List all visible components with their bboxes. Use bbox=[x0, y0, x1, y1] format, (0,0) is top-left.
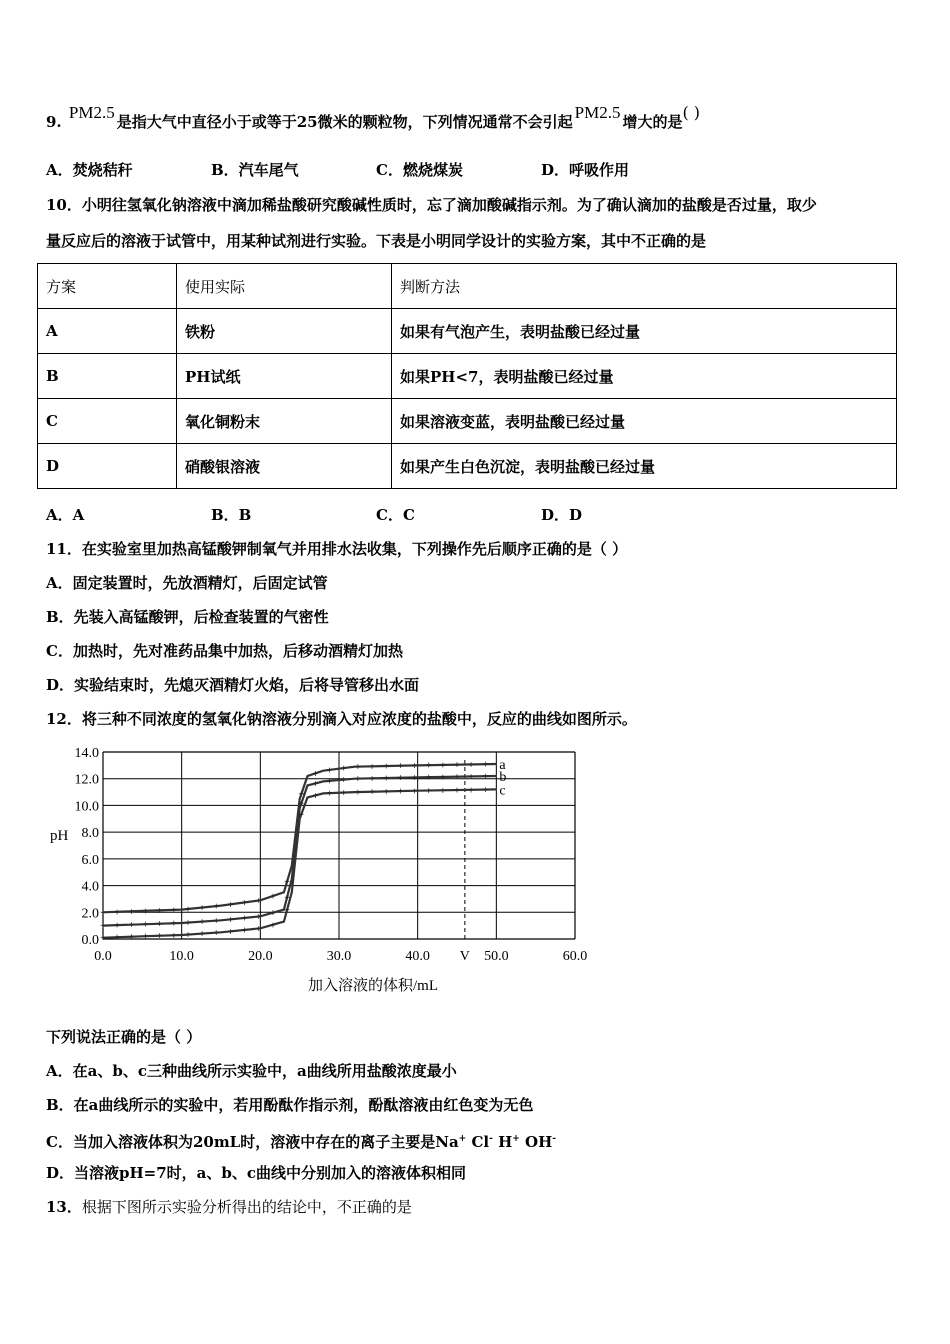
series-marker-c: + bbox=[100, 933, 106, 945]
table-row bbox=[38, 354, 897, 399]
series-marker-b: + bbox=[128, 920, 135, 932]
series-marker-c: + bbox=[439, 785, 446, 797]
ion-charge: + bbox=[512, 1134, 520, 1144]
series-marker-b: + bbox=[383, 773, 390, 785]
series-marker-a: + bbox=[199, 903, 205, 915]
series-marker-c: + bbox=[397, 786, 404, 798]
series-marker-c: + bbox=[255, 923, 262, 935]
series-marker-a: + bbox=[425, 760, 432, 772]
series-marker-c: + bbox=[114, 932, 121, 944]
series-marker-a: + bbox=[156, 905, 163, 917]
table-cell: C bbox=[38, 399, 177, 444]
series-marker-a: + bbox=[142, 906, 149, 918]
y-tick-label: 8.0 bbox=[81, 826, 99, 842]
series-marker-c: + bbox=[284, 905, 290, 917]
series-marker-b: + bbox=[298, 799, 305, 811]
x-tick-label: 30.0 bbox=[326, 949, 352, 964]
q11-stem: 11．在实验室里加热高锰酸钾制氧气并用排水法收集，下列操作先后顺序正确的是（ ） bbox=[46, 540, 628, 558]
x-tick-label: 50.0 bbox=[484, 949, 509, 964]
series-marker-b: + bbox=[213, 916, 220, 928]
series-marker-c: + bbox=[369, 787, 375, 799]
series-marker-c: + bbox=[142, 931, 149, 943]
q12-option-c[interactable] bbox=[46, 1129, 556, 1152]
series-marker-a: + bbox=[482, 759, 489, 771]
series-marker-b: + bbox=[156, 919, 163, 931]
q9-option-c[interactable]: C．燃烧煤炭 bbox=[376, 161, 463, 179]
series-label-b: b bbox=[499, 770, 507, 786]
series-marker-b: + bbox=[284, 892, 290, 904]
series-marker-a: + bbox=[284, 877, 290, 889]
series-marker-c: + bbox=[227, 926, 234, 938]
series-marker-a: + bbox=[255, 895, 262, 907]
table-cell: 铁粉 bbox=[177, 309, 392, 354]
series-marker-b: + bbox=[227, 914, 234, 926]
x-tick-label: 0.0 bbox=[94, 949, 112, 964]
q11-option-d[interactable]: D．实验结束时，先熄灭酒精灯火焰，后将导管移出水面 bbox=[46, 676, 420, 694]
series-marker-a: + bbox=[439, 760, 446, 772]
series-marker-c: + bbox=[425, 786, 432, 798]
series-marker-b: + bbox=[100, 921, 106, 933]
series-marker-a: + bbox=[468, 759, 475, 771]
series-marker-c: + bbox=[326, 788, 333, 800]
x-tick-label: V bbox=[459, 949, 470, 964]
table-cell: 如果产生白色沉淀，表明盐酸已经过量 bbox=[392, 444, 897, 489]
q10-option-b[interactable]: B．B bbox=[211, 506, 252, 524]
y-tick-label: 0.0 bbox=[81, 933, 99, 948]
table-row bbox=[38, 309, 897, 354]
series-marker-a: + bbox=[128, 906, 135, 918]
series-marker-c: + bbox=[482, 785, 489, 797]
series-marker-a: + bbox=[326, 765, 333, 777]
y-tick-label: 10.0 bbox=[74, 799, 99, 815]
series-marker-c: + bbox=[213, 928, 220, 940]
table-cell: 如果溶液变蓝，表明盐酸已经过量 bbox=[392, 399, 897, 444]
y-axis-label: pH bbox=[50, 828, 69, 844]
table-cell: 如果PH<7，表明盐酸已经过量 bbox=[392, 354, 897, 399]
series-marker-c: + bbox=[170, 930, 177, 942]
table-cell: PH试纸 bbox=[177, 354, 392, 399]
series-marker-b: + bbox=[340, 775, 347, 787]
series-label-a: a bbox=[499, 758, 506, 774]
q10-option-d[interactable]: D．D bbox=[541, 506, 583, 524]
q9-pm-term-1: PM2.5 bbox=[68, 103, 115, 122]
chart-series bbox=[100, 758, 506, 944]
q11-option-b[interactable]: B．先装入高锰酸钾，后检查装置的气密性 bbox=[46, 608, 329, 626]
q10-stem-line-2: 量反应后的溶液于试管中，用某种试剂进行实验。下表是小明同学设计的实验方案，其中不正确的是 bbox=[46, 232, 707, 250]
q12-stem: 12．将三种不同浓度的氢氧化钠溶液分别滴入对应浓度的盐酸中，反应的曲线如图所示。 bbox=[46, 710, 637, 728]
series-marker-c: + bbox=[312, 790, 319, 802]
series-marker-c: + bbox=[270, 920, 276, 932]
table-header-cell: 使用实际 bbox=[177, 264, 392, 309]
series-marker-b: + bbox=[114, 920, 121, 932]
y-tick-label: 2.0 bbox=[81, 906, 99, 922]
q13-text: 根据下图所示实验分析得出的结论中，不正确的是 bbox=[81, 1198, 412, 1216]
series-marker-b: + bbox=[397, 773, 404, 785]
series-marker-c: + bbox=[454, 785, 460, 797]
q9-answer-paren: ( ) bbox=[682, 103, 701, 122]
series-marker-a: + bbox=[369, 761, 375, 773]
series-marker-a: + bbox=[454, 760, 460, 772]
table-cell: D bbox=[38, 444, 177, 489]
ion-hydrogen: H bbox=[498, 1133, 513, 1151]
series-marker-c: + bbox=[340, 788, 347, 800]
series-marker-b: + bbox=[185, 918, 191, 930]
q13-stem bbox=[46, 1197, 412, 1217]
table-row bbox=[38, 399, 897, 444]
ion-chloride: Cl bbox=[471, 1133, 490, 1151]
q11-option-c[interactable]: C．加热时，先对准药品集中加热，后移动酒精灯加热 bbox=[46, 642, 403, 660]
q12-option-a[interactable]: A．在a、b、c三种曲线所示实验中，a曲线所用盐酸浓度最小 bbox=[46, 1062, 457, 1080]
series-label-c: c bbox=[499, 783, 506, 799]
q9-text-2: 增大的是 bbox=[622, 113, 683, 131]
table-row bbox=[38, 444, 897, 489]
q12-option-c-text: C．当加入溶液体积为20mL时，溶液中存在的离子主要是Na bbox=[46, 1133, 459, 1151]
ion-hydroxide: OH bbox=[525, 1133, 553, 1151]
series-marker-c: + bbox=[241, 925, 248, 937]
y-tick-label: 6.0 bbox=[81, 852, 99, 868]
x-tick-label: 20.0 bbox=[248, 949, 273, 964]
series-marker-b: + bbox=[482, 771, 489, 783]
table-header-row bbox=[38, 264, 897, 309]
series-marker-b: + bbox=[241, 913, 248, 925]
x-tick-label: 40.0 bbox=[405, 949, 430, 964]
q12-option-d[interactable]: D．当溶液pH=7时，a、b、c曲线中分别加入的溶液体积相同 bbox=[46, 1164, 467, 1182]
q11-option-a[interactable]: A．固定装置时，先放酒精灯，后固定试管 bbox=[46, 574, 328, 592]
q9-stem bbox=[46, 103, 701, 132]
series-marker-a: + bbox=[270, 891, 276, 903]
series-marker-b: + bbox=[170, 918, 177, 930]
series-marker-c: + bbox=[185, 930, 191, 942]
q10-scheme-table bbox=[37, 263, 897, 489]
series-marker-a: + bbox=[227, 899, 234, 911]
table-cell: 氧化铜粉末 bbox=[177, 399, 392, 444]
series-marker-a: + bbox=[312, 768, 319, 780]
series-marker-b: + bbox=[255, 911, 262, 923]
table-cell: 硝酸银溶液 bbox=[177, 444, 392, 489]
series-marker-c: + bbox=[156, 931, 163, 943]
table-cell: B bbox=[38, 354, 177, 399]
series-marker-a: + bbox=[185, 904, 191, 916]
ion-charge: - bbox=[552, 1134, 557, 1144]
series-marker-a: + bbox=[397, 761, 404, 773]
table-header-cell: 判断方法 bbox=[392, 264, 897, 309]
series-marker-a: + bbox=[411, 760, 418, 772]
y-tick-label: 12.0 bbox=[74, 772, 99, 788]
series-marker-c: + bbox=[468, 785, 475, 797]
series-marker-b: + bbox=[326, 776, 333, 788]
ion-charge: - bbox=[489, 1134, 493, 1144]
series-marker-a: + bbox=[100, 907, 106, 919]
x-tick-label: 60.0 bbox=[562, 949, 588, 964]
q9-pm-term-2: PM2.5 bbox=[574, 103, 621, 122]
x-axis-label: 加入溶液的体积/mL bbox=[308, 978, 438, 994]
series-marker-c: + bbox=[383, 786, 390, 798]
q9-text-1: 是指大气中直径小于或等于25微米的颗粒物，下列情况通常不会引起 bbox=[116, 113, 573, 131]
series-marker-a: + bbox=[114, 907, 121, 919]
series-marker-b: + bbox=[312, 778, 319, 790]
series-marker-a: + bbox=[355, 762, 361, 774]
y-tick-label: 4.0 bbox=[81, 879, 99, 895]
q9-option-a[interactable]: A．焚烧秸秆 bbox=[46, 161, 133, 179]
y-tick-label: 14.0 bbox=[74, 746, 99, 761]
q9-number: 9. bbox=[46, 113, 62, 131]
q9-option-b[interactable]: B．汽车尾气 bbox=[211, 161, 299, 179]
series-marker-c: + bbox=[298, 810, 305, 822]
x-tick-label: 10.0 bbox=[169, 949, 194, 964]
series-marker-b: + bbox=[468, 771, 475, 783]
table-header-cell: 方案 bbox=[38, 264, 177, 309]
q12-option-b[interactable]: B．在a曲线所示的实验中，若用酚酞作指示剂，酚酞溶液由红色变为无色 bbox=[46, 1096, 534, 1114]
q10-option-c[interactable]: C．C bbox=[376, 506, 415, 524]
series-marker-b: + bbox=[425, 772, 432, 784]
series-line-a bbox=[103, 761, 496, 915]
series-marker-a: + bbox=[340, 763, 347, 775]
series-marker-c: + bbox=[199, 929, 205, 941]
series-marker-a: + bbox=[298, 789, 305, 801]
q10-stem-line-1: 10．小明往氢氧化钠溶液中滴加稀盐酸研究酸碱性质时，忘了滴加酸碱指示剂。为了确认滴加的盐酸是否过量，取少 bbox=[46, 196, 817, 214]
series-marker-b: + bbox=[439, 772, 446, 784]
series-marker-a: + bbox=[383, 761, 390, 773]
q9-option-d[interactable]: D．呼吸作用 bbox=[541, 161, 630, 179]
q12-sub-stem: 下列说法正确的是（ ） bbox=[46, 1028, 202, 1046]
series-marker-b: + bbox=[355, 774, 361, 786]
ion-charge: + bbox=[458, 1134, 467, 1144]
table-cell: A bbox=[38, 309, 177, 354]
series-marker-c: + bbox=[411, 786, 418, 798]
table-cell: 如果有气泡产生，表明盐酸已经过量 bbox=[392, 309, 897, 354]
ph-titration-chart bbox=[40, 736, 610, 996]
series-marker-a: + bbox=[241, 897, 248, 909]
series-marker-b: + bbox=[411, 772, 418, 784]
series-marker-b: + bbox=[454, 772, 460, 784]
series-marker-c: + bbox=[355, 787, 361, 799]
series-marker-c: + bbox=[128, 932, 135, 944]
series-marker-a: + bbox=[170, 905, 177, 917]
series-marker-b: + bbox=[142, 919, 149, 931]
series-marker-b: + bbox=[270, 908, 276, 920]
q10-option-a[interactable]: A．A bbox=[46, 506, 85, 524]
series-marker-a: + bbox=[213, 901, 220, 913]
series-marker-b: + bbox=[199, 917, 205, 929]
series-marker-b: + bbox=[369, 773, 375, 785]
q13-number: 13． bbox=[46, 1198, 82, 1216]
